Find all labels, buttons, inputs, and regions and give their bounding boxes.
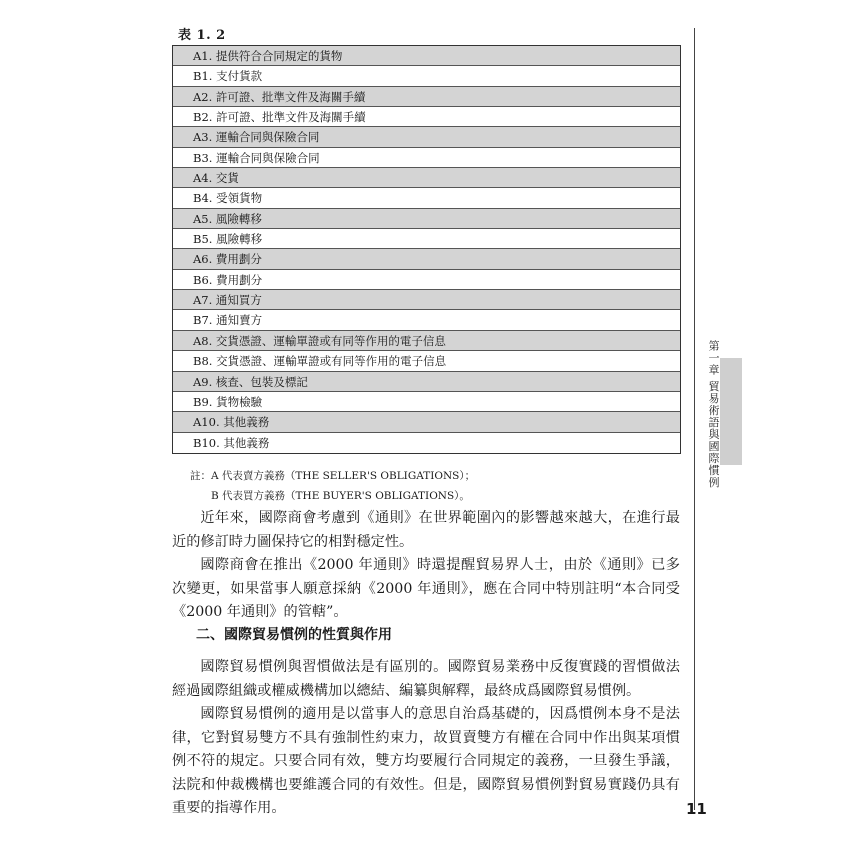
note-line-2: B 代表買方義務（THE BUYER'S OBLIGATIONS）。 <box>211 490 470 502</box>
paragraph-3: 國際貿易慣例與習慣做法是有區別的。國際貿易業務中反復實踐的習慣做法經過國際組織或權威機構加以總結、編纂與解釋，最終成爲國際貿易慣例。 <box>172 659 680 699</box>
table-row: B5. 風險轉移 <box>173 229 680 249</box>
table-row: B3. 運輸合同與保險合同 <box>173 148 680 168</box>
table-row: B6. 費用劃分 <box>173 270 680 290</box>
table-row: A10. 其他義務 <box>173 412 680 432</box>
obligations-table <box>172 45 681 454</box>
paragraph-2: 國際商會在推出《2000 年通則》時還提醒貿易界人士，由於《通則》已多次變更，如果當事人願意採納《2000 年通則》，應在合同中特別註明“本合同受《2000 年通則》的管轄”。 <box>172 557 680 620</box>
table-row: A3. 運輸合同與保險合同 <box>173 127 680 147</box>
chapter-tab <box>720 358 742 465</box>
table-row: A2. 許可證、批準文件及海關手續 <box>173 87 680 107</box>
table-row: A4. 交貨 <box>173 168 680 188</box>
table-row: A9. 核查、包裝及標記 <box>173 372 680 392</box>
table-row: B7. 通知賣方 <box>173 310 680 330</box>
note-line-1: 註：A 代表賣方義務（THE SELLER'S OBLIGATIONS）； <box>190 470 476 482</box>
paragraph-4: 國際貿易慣例的適用是以當事人的意思自治爲基礎的，因爲慣例本身不是法律，它對貿易雙方不具有強制性約束力，故買賣雙方有權在合同中作出與某項慣例不符的規定。只要合同有效，雙方均要履行合同規定的義務，一旦發生爭議，法院和仲裁機構也要維護合同的有效性。但是，國際貿易慣例對貿易實踐仍具有重要的指導作用。 <box>172 706 680 816</box>
table-row: A5. 風險轉移 <box>173 209 680 229</box>
table-row: B2. 許可證、批準文件及海關手續 <box>173 107 680 127</box>
section-heading: 二、國際貿易慣例的性質與作用 <box>196 627 392 643</box>
table-row: B9. 貨物檢驗 <box>173 392 680 412</box>
table-row: A1. 提供符合合同規定的貨物 <box>173 46 680 66</box>
paragraph-1: 近年來，國際商會考慮到《通則》在世界範圍內的影響越來越大，在進行最近的修訂時力圖保持它的相對穩定性。 <box>172 510 680 550</box>
table-row: B8. 交貨憑證、運輸單證或有同等作用的電子信息 <box>173 351 680 371</box>
table-caption: 表 1. 2 <box>178 28 226 43</box>
table-row: B1. 支付貨款 <box>173 66 680 86</box>
chapter-label: 第一章 貿易術語與國際慣例 <box>707 340 720 489</box>
page-number: 11 <box>686 800 707 818</box>
table-row: B10. 其他義務 <box>173 433 680 453</box>
table-row: A8. 交貨憑證、運輸單證或有同等作用的電子信息 <box>173 331 680 351</box>
table-row: A6. 費用劃分 <box>173 249 680 269</box>
table-row: B4. 受領貨物 <box>173 188 680 208</box>
table-row: A7. 通知買方 <box>173 290 680 310</box>
table-notes <box>190 466 475 506</box>
